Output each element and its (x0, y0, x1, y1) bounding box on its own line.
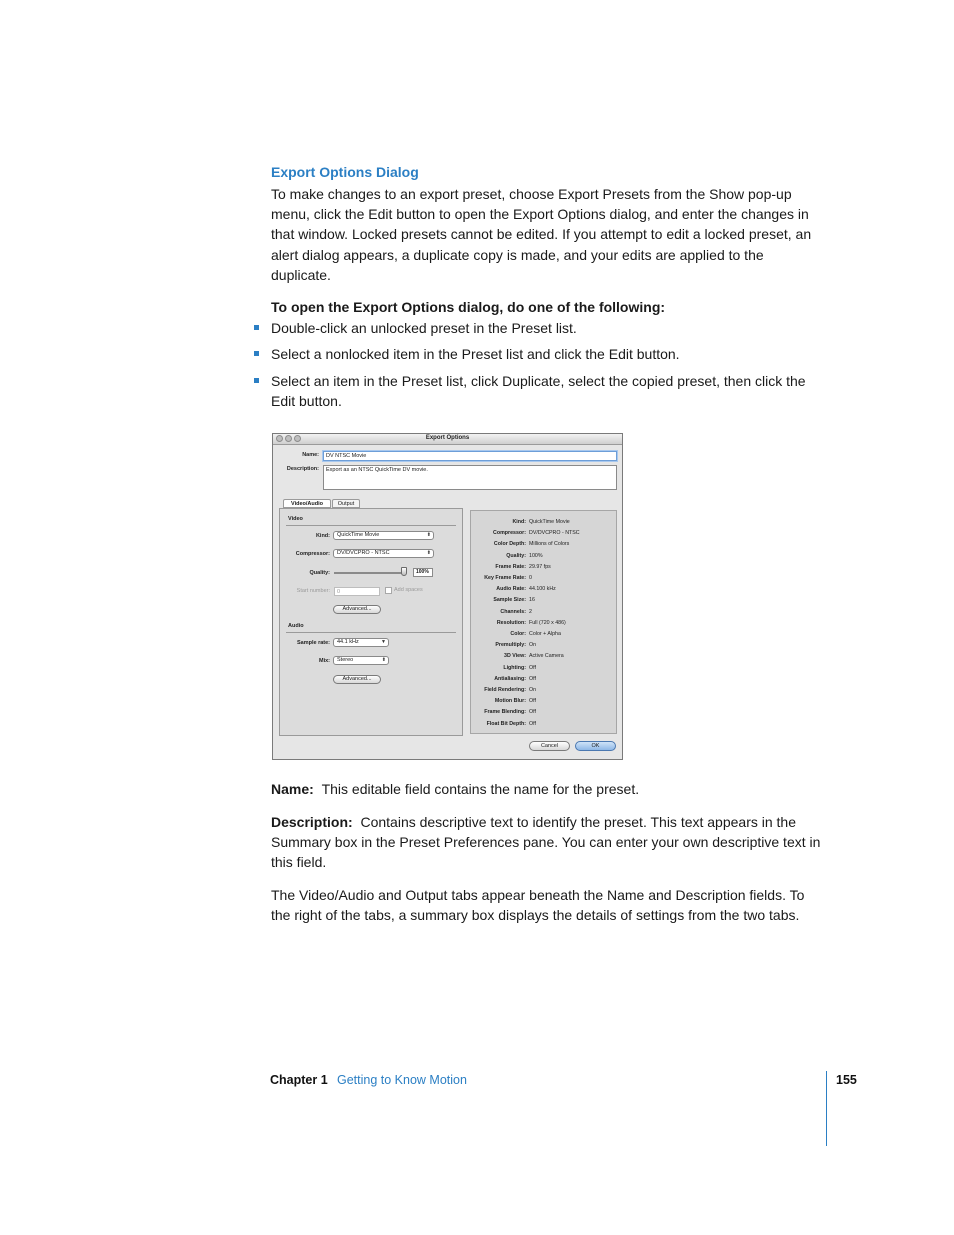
summary-row (471, 653, 611, 664)
summary-key: Channels: (500, 608, 526, 615)
quality-field[interactable]: 100% (413, 568, 433, 577)
summary-row (471, 698, 611, 709)
start-number-field[interactable]: 0 (334, 587, 380, 596)
bullet-item: Select a nonlocked item in the Preset list and click the Edit button. (271, 346, 680, 362)
name-field[interactable]: DV NTSC Movie (323, 451, 617, 461)
tab-panel (279, 508, 463, 736)
mix-label: Mix: (319, 658, 330, 664)
summary-key: Color: (510, 631, 526, 637)
bullet-item: Double-click an unlocked preset in the Preset list. (271, 320, 577, 336)
popup-arrows-icon: ⬍ (426, 550, 431, 556)
intro-paragraph: To make changes to an export preset, choose Export Presets from the Show pop-up menu, click the Edit button to open the Export Options dialog, and enter the changes in that window. Locked presets cannot be edited. If you attempt to edit a locked preset, an alert dialog appears, a duplicate copy is made, and your edits are applied to the duplicate. (271, 186, 812, 283)
summary-value: 44.100 kHz (529, 586, 556, 593)
summary-value: Off (529, 675, 536, 682)
description-text: Contains descriptive text to identify the preset. This text appears in the Summary box in the Preset Preferences pane. You can enter your own descriptive text in this field. (271, 814, 821, 871)
chevron-down-icon: ▼ (381, 639, 386, 645)
dialog-title: Export Options (425, 435, 470, 441)
summary-key: Frame Rate: (495, 563, 526, 570)
summary-value: On (529, 642, 537, 649)
summary-box (470, 510, 617, 734)
audio-heading: Audio (288, 623, 304, 629)
summary-row (471, 721, 611, 732)
summary-value: DV/DVCPRO - NTSC (529, 530, 580, 537)
summary-row (471, 519, 611, 530)
summary-row (471, 709, 611, 720)
mix-popup[interactable] (333, 656, 389, 665)
summary-value: Off (529, 664, 536, 671)
video-heading: Video (288, 516, 303, 522)
summary-key: Kind: (512, 519, 526, 525)
description-field[interactable]: Export as an NTSC QuickTime DV movie. (323, 465, 617, 490)
summary-row (471, 575, 611, 586)
tab-video-audio[interactable]: Video/Audio (283, 499, 331, 508)
start-number-label: Start number: (296, 588, 330, 594)
summary-value: 16 (529, 597, 535, 604)
summary-row (471, 676, 611, 687)
footer-divider (826, 1071, 827, 1146)
summary-value: Off (529, 698, 536, 705)
summary-key: Compressor: (493, 530, 526, 537)
kind-label: Kind: (315, 533, 330, 539)
sample-rate-value: 44.1 kHz (337, 639, 359, 645)
quality-slider-thumb[interactable] (401, 567, 407, 576)
summary-row (471, 541, 611, 552)
task-heading: To open the Export Options dialog, do one of the following: (271, 299, 666, 315)
summary-key: 3D View: (504, 653, 526, 660)
summary-key: Resolution: (496, 619, 526, 626)
summary-row (471, 597, 611, 608)
popup-arrows-icon: ⬍ (426, 532, 431, 538)
compressor-value: DV/DVCPRO - NTSC (337, 550, 390, 556)
sample-rate-combo[interactable] (333, 638, 389, 647)
summary-row (471, 530, 611, 541)
name-text: This editable field contains the name for the preset. (321, 781, 640, 797)
summary-key: Motion Blur: (494, 698, 526, 705)
name-label: Name: (302, 452, 319, 458)
summary-value: Active Camera (529, 653, 564, 660)
summary-key: Field Rendering: (484, 687, 526, 693)
summary-key: Antialiasing: (494, 675, 526, 682)
kind-value: QuickTime Movie (337, 532, 380, 538)
tab-output[interactable]: Output (332, 499, 360, 508)
sample-rate-label: Sample rate: (296, 640, 330, 646)
summary-key: Lighting: (503, 664, 526, 671)
divider (286, 632, 456, 633)
summary-key: Premultiply: (495, 642, 526, 649)
footer-chapter: Chapter 1 (270, 1073, 328, 1087)
summary-key: Sample Size: (493, 597, 526, 604)
summary-key: Color Depth: (493, 541, 526, 548)
cancel-button[interactable]: Cancel (529, 741, 570, 751)
export-options-dialog (272, 433, 623, 760)
summary-key: Frame Blending: (484, 709, 526, 716)
summary-row (471, 631, 611, 642)
divider (286, 525, 456, 526)
summary-row (471, 665, 611, 676)
summary-key: Float Bit Depth: (486, 720, 526, 727)
quality-slider-track[interactable] (334, 572, 404, 574)
summary-value: QuickTime Movie (529, 519, 570, 525)
bullet-item: Select an item in the Preset list, click Duplicate, select the copied preset, then click the Edit button. (271, 373, 806, 410)
kind-popup[interactable] (333, 531, 434, 540)
mix-value: Stereo (337, 657, 354, 663)
summary-value: Color + Alpha (529, 631, 561, 637)
summary-value: Full (720 x 486) (529, 619, 566, 626)
description-label: Description: (286, 466, 319, 472)
summary-value: 29.97 fps (529, 563, 551, 570)
page-number: 155 (836, 1073, 857, 1087)
summary-value: 0 (529, 575, 532, 581)
footer-chapter-title[interactable]: Getting to Know Motion (337, 1073, 467, 1087)
name-term: Name: (271, 781, 314, 797)
compressor-popup[interactable] (333, 549, 434, 558)
compressor-label: Compressor: (295, 551, 330, 557)
summary-value: 2 (529, 608, 532, 615)
quality-label: Quality: (309, 570, 330, 576)
summary-value: On (529, 687, 537, 693)
summary-key: Key Frame Rate: (484, 575, 526, 581)
summary-value: Off (529, 709, 536, 716)
summary-row (471, 609, 611, 620)
summary-row (471, 586, 611, 597)
dialog-titlebar (273, 434, 622, 445)
name-description (271, 779, 827, 799)
section-title: Export Options Dialog (271, 164, 419, 180)
ok-button[interactable]: OK (575, 741, 616, 751)
add-spaces-label: Add spaces (394, 587, 423, 593)
popup-arrows-icon: ⬍ (381, 657, 386, 663)
summary-key: Audio Rate: (496, 586, 526, 593)
audio-advanced-button[interactable]: Advanced... (333, 675, 381, 684)
tabs-paragraph: The Video/Audio and Output tabs appear beneath the Name and Description fields. To the right of the tabs, a summary box displays the details of settings from the two tabs. (271, 887, 805, 924)
description-term: Description: (271, 814, 353, 830)
summary-row (471, 642, 611, 653)
summary-value: Off (529, 720, 536, 727)
summary-row (471, 620, 611, 631)
video-advanced-button[interactable]: Advanced... (333, 605, 381, 614)
summary-key: Quality: (506, 552, 526, 559)
add-spaces-checkbox[interactable] (385, 587, 392, 594)
summary-row (471, 687, 611, 698)
summary-row (471, 553, 611, 564)
description-description (271, 812, 827, 873)
summary-value: Millions of Colors (529, 541, 570, 548)
summary-row (471, 564, 611, 575)
summary-value: 100% (529, 552, 543, 559)
